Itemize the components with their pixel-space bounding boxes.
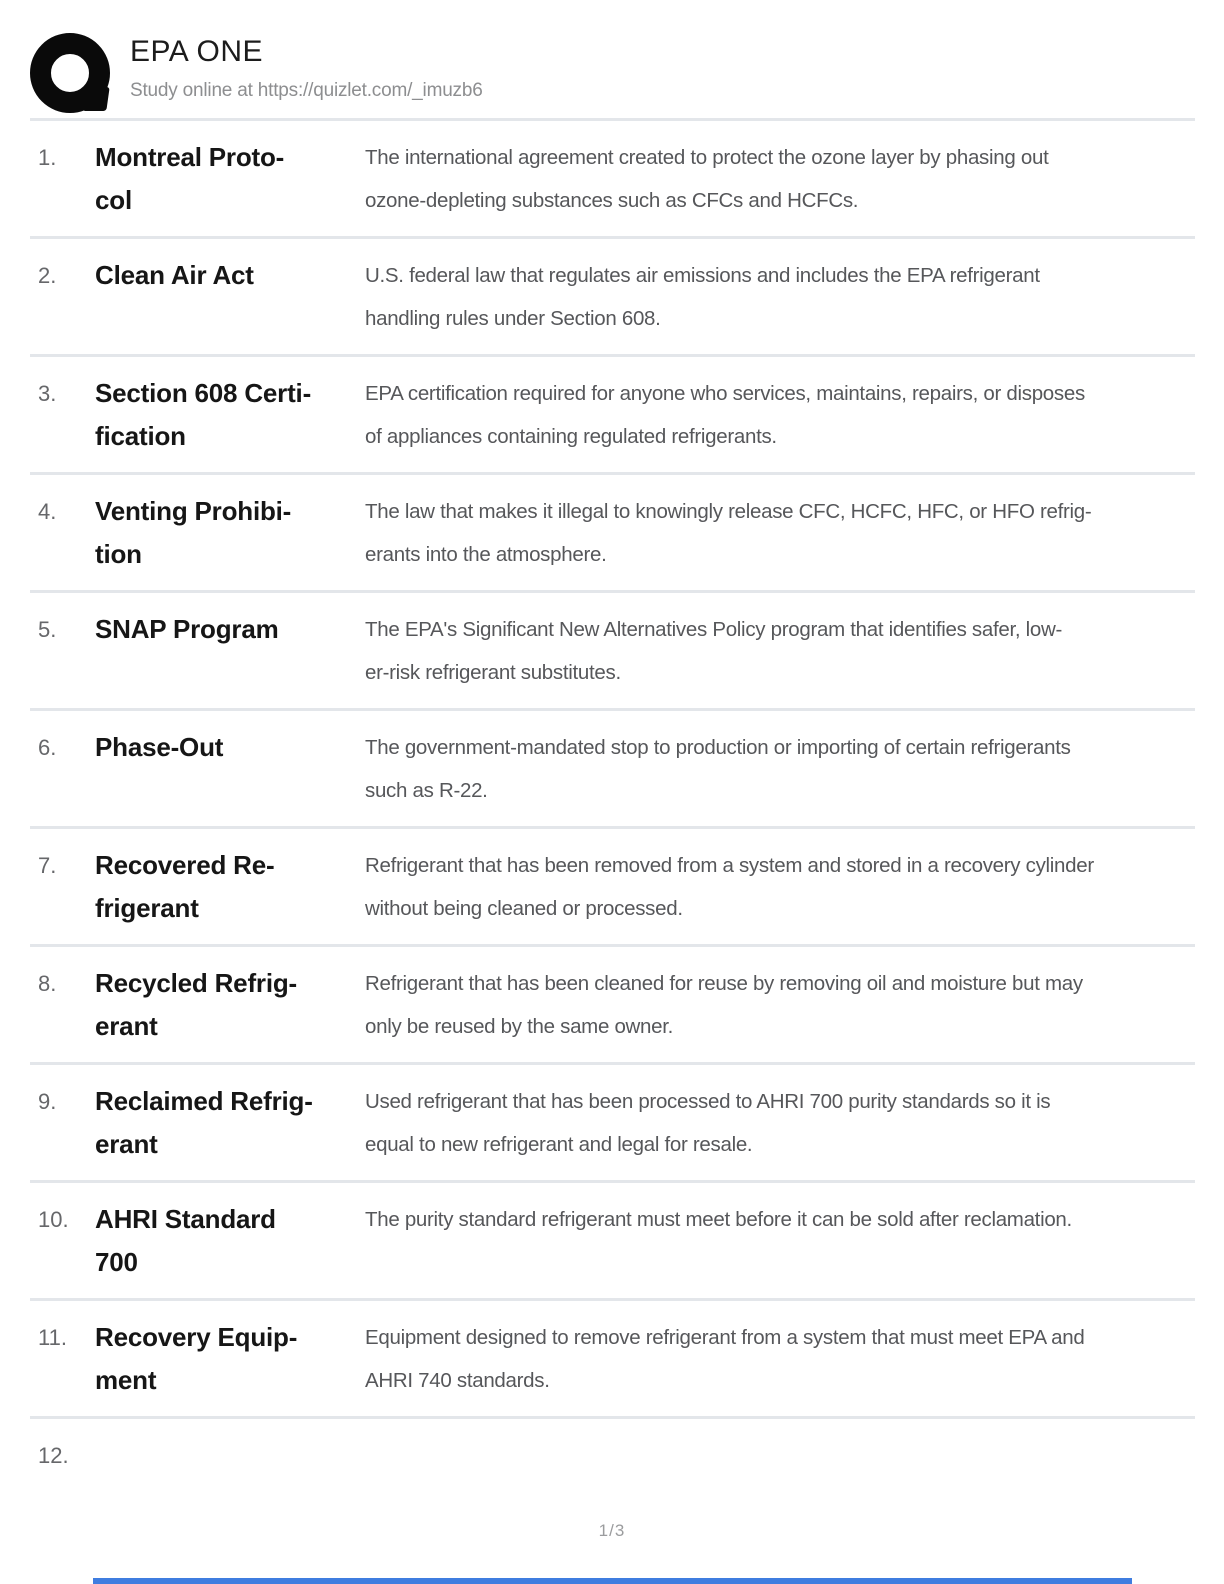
entry-definition [365,1434,1195,1477]
header [30,0,1195,121]
entry-term: Recovery Equip- ment [95,1322,298,1395]
entry-definition: The government-mandated stop to production or importing of certain refrigerants such as R-22. [365,736,1071,802]
entry-term: Montreal Proto- col [95,142,285,215]
entry-number: 10. [38,1207,69,1232]
page-indicator: 1/3 [598,1521,626,1540]
entry-term [95,1434,365,1477]
entry-number: 4. [38,499,57,524]
entry-number: 2. [38,263,57,288]
entry-number: 3. [38,381,57,406]
footer [0,1521,1224,1541]
title-block [130,33,483,102]
entry-number: 6. [38,735,57,760]
table-row [30,357,1195,475]
term-list [30,121,1195,1491]
entry-term: AHRI Standard 700 [95,1204,276,1277]
entry-number: 7. [38,853,57,878]
entry-term: Reclaimed Refrig- erant [95,1086,313,1159]
quizlet-q-logo-icon [30,33,110,113]
entry-term: Section 608 Certi- fication [95,378,312,451]
entry-definition: EPA certification required for anyone who services, maintains, repairs, or disposes of appliances containing regulated refrigerants. [365,382,1085,448]
table-row [30,475,1195,593]
entry-term: Recovered Re- frigerant [95,850,275,923]
entry-number: 8. [38,971,57,996]
entry-number: 1. [38,145,57,170]
entry-term: Phase-Out [95,732,224,762]
entry-definition: The EPA's Significant New Alternatives Policy program that identifies safer, low- er-risk refrigerant substitutes. [365,618,1063,684]
entry-number: 11. [38,1325,67,1350]
entry-definition: The international agreement created to protect the ozone layer by phasing out ozone-depleting substances such as CFCs and HCFCs. [365,146,1049,212]
entry-definition: U.S. federal law that regulates air emissions and includes the EPA refrigerant handling rules under Section 608. [365,264,1040,330]
table-row [30,593,1195,711]
entry-definition: The law that makes it illegal to knowingly release CFC, HCFC, HFC, or HFO refrig- erants into the atmosphere. [365,500,1092,566]
bottom-accent-bar [93,1578,1132,1584]
entry-term: Venting Prohibi- tion [95,496,292,569]
entry-definition: The purity standard refrigerant must meet before it can be sold after reclamation. [365,1208,1072,1231]
entry-number: 12. [38,1443,69,1468]
table-row [30,947,1195,1065]
table-row [30,1065,1195,1183]
table-row [30,829,1195,947]
table-row [30,1419,1195,1491]
page-title: EPA ONE [130,35,263,68]
table-row [30,239,1195,357]
entry-number: 5. [38,617,57,642]
entry-definition: Refrigerant that has been cleaned for reuse by removing oil and moisture but may only be reused by the same owner. [365,972,1083,1038]
entry-definition: Refrigerant that has been removed from a system and stored in a recovery cylinder without being cleaned or processed. [365,854,1094,920]
entry-term: SNAP Program [95,614,279,644]
table-row [30,1301,1195,1419]
table-row [30,1183,1195,1301]
study-online-link[interactable]: Study online at https://quizlet.com/_imuzb6 [130,80,483,101]
entry-term: Recycled Refrig- erant [95,968,297,1041]
table-row [30,711,1195,829]
entry-definition: Equipment designed to remove refrigerant from a system that must meet EPA and AHRI 740 standards. [365,1326,1085,1392]
entry-number: 9. [38,1089,57,1114]
logo-tail [82,87,109,111]
entry-definition: Used refrigerant that has been processed to AHRI 700 purity standards so it is equal to new refrigerant and legal for resale. [365,1090,1051,1156]
entry-term: Clean Air Act [95,260,254,290]
table-row [30,121,1195,239]
